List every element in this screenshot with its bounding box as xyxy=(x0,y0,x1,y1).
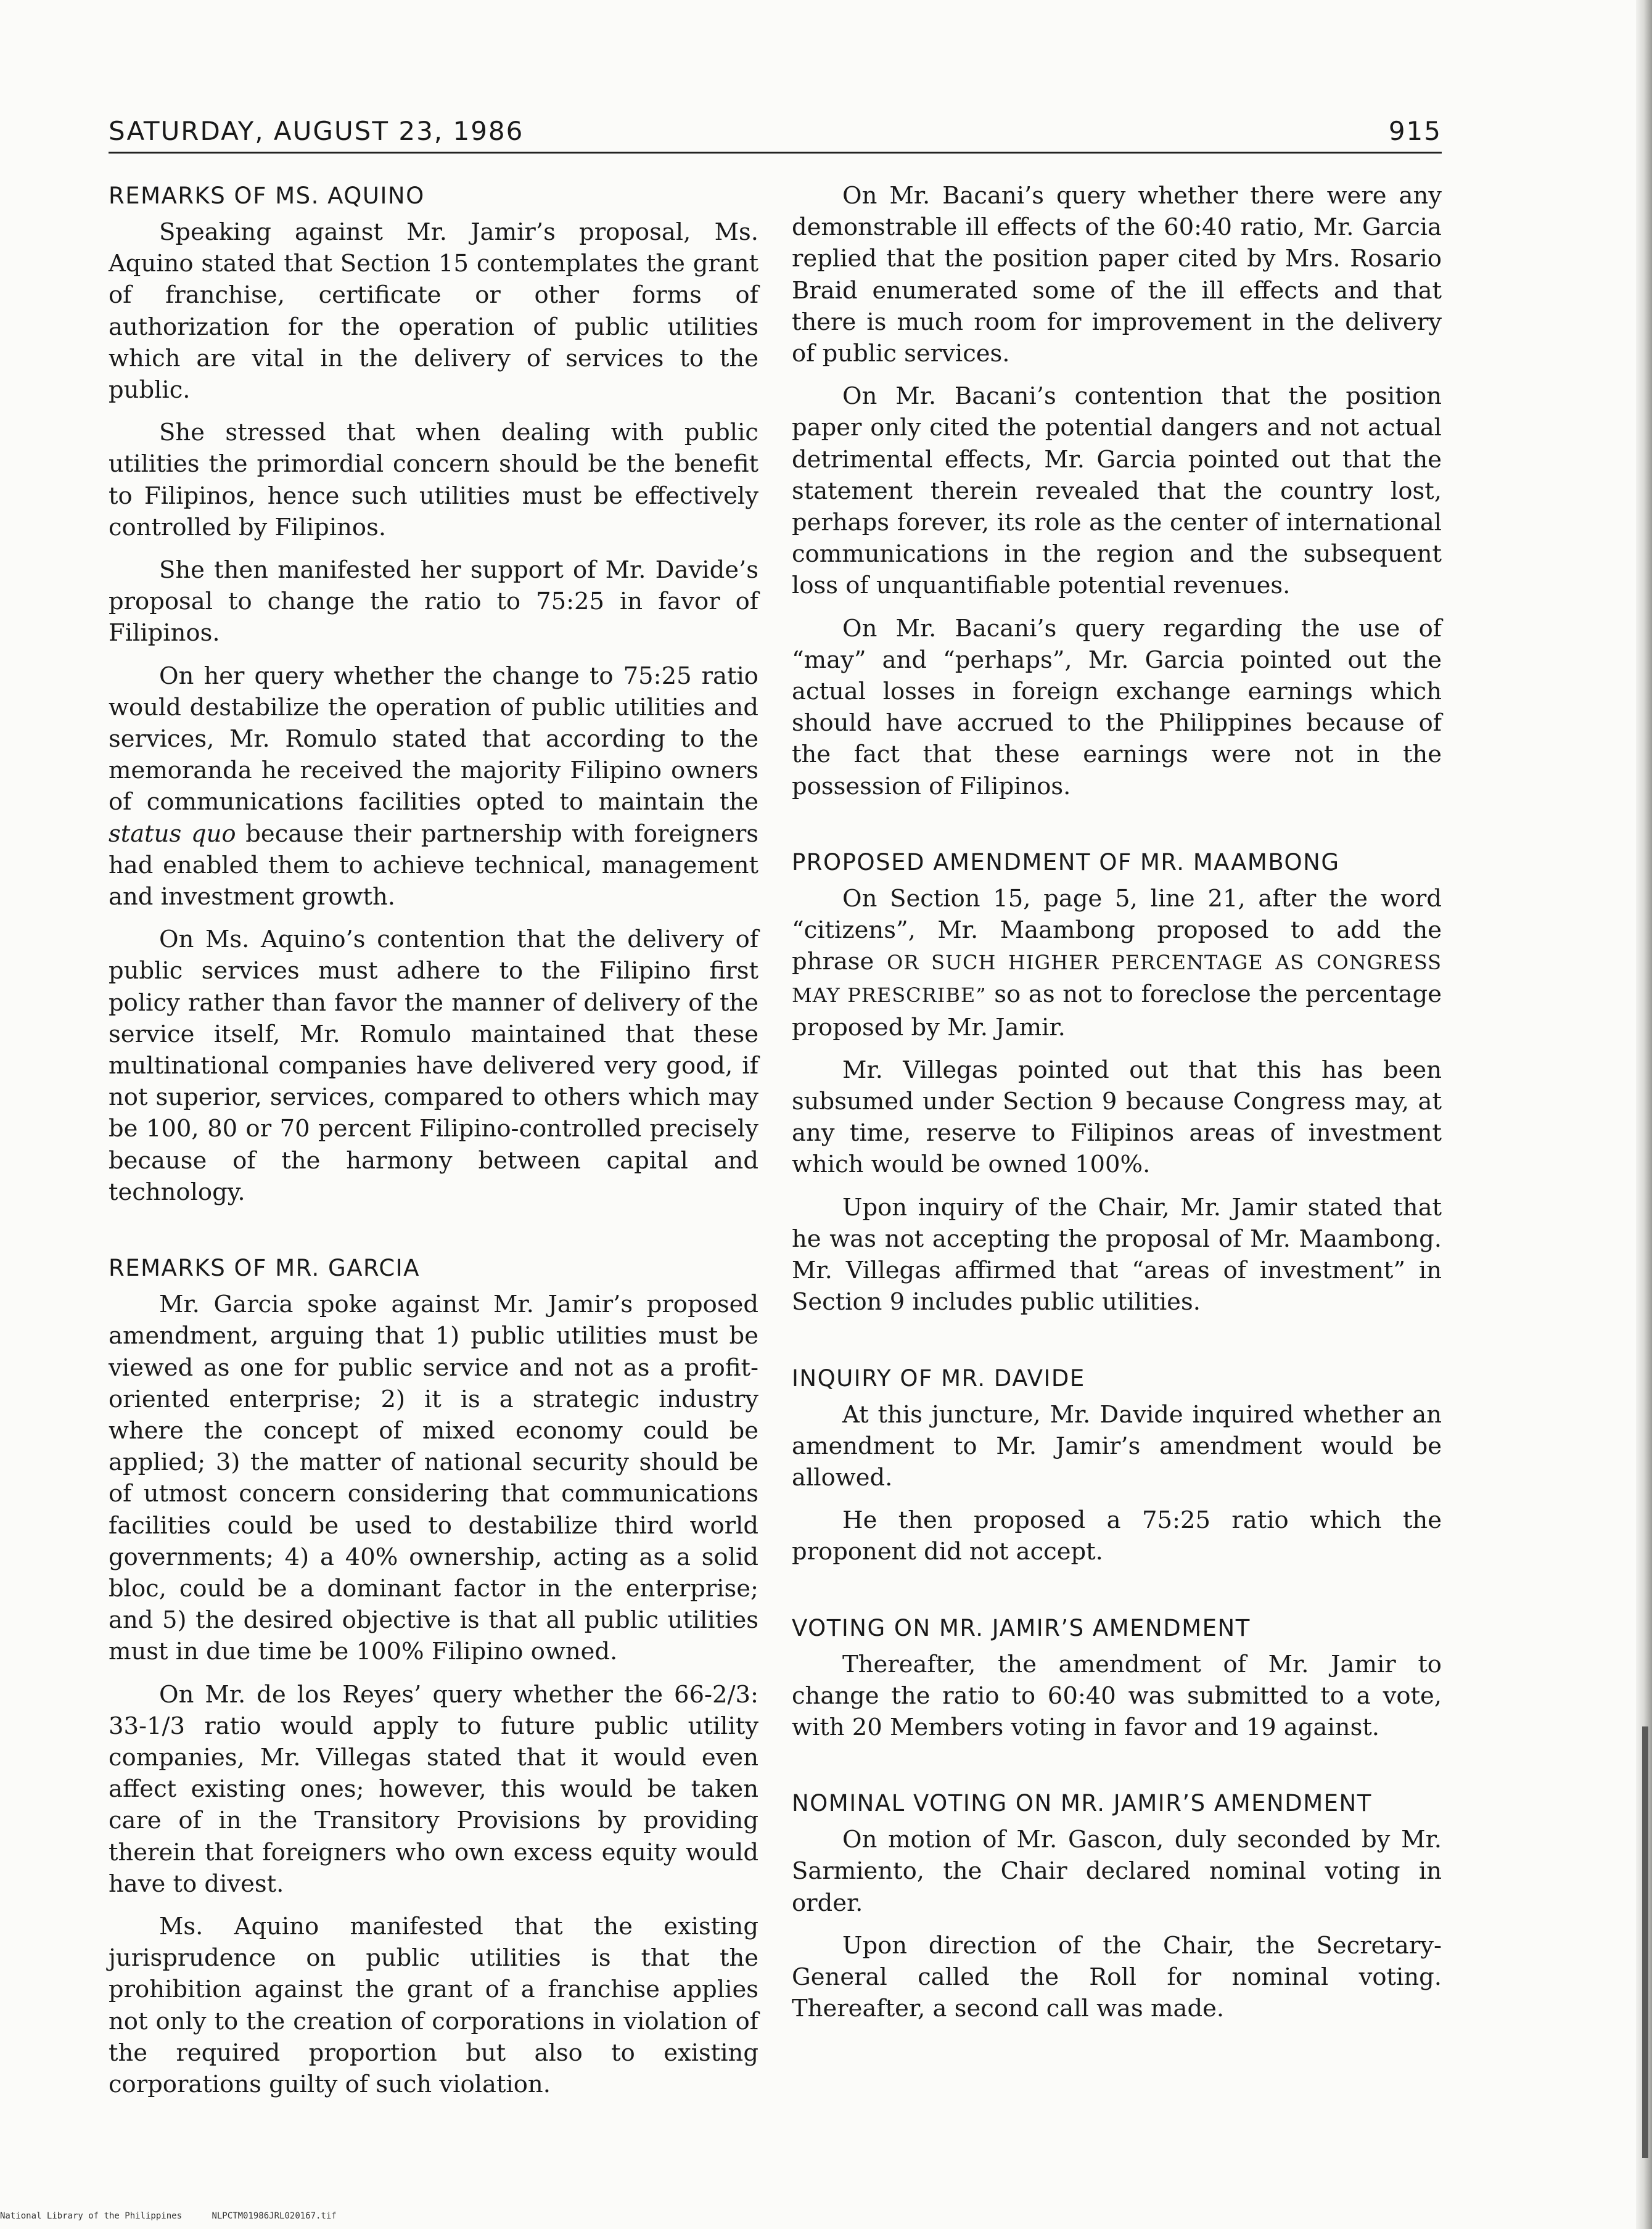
section-gap xyxy=(792,1329,1442,1363)
text-run: because their partnership with foreigners had enabled them to achieve technical, management and investment growth. xyxy=(109,819,758,911)
paragraph: Mr. Garcia spoke against Mr. Jamir’s proposed amendment, arguing that 1) public utilities must be viewed as one for public service and not as a profit-oriented enterprise; 2) it is a strategic industry where the concept of mixed economy could be applied; 3) the matter of national security should be of utmost concern considering that communications facilities could be used to destabilize third world governments; 4) a 40% ownership, acting as a solid bloc, could be a dominant factor in the enterprise; and 5) the desired objective is that all public utilities must in due time be 100% Filipino owned. xyxy=(109,1291,758,1666)
paragraph: Thereafter, the amendment of Mr. Jamir to change the ratio to 60:40 was submitted to a vote, with 20 Members voting in favor and 19 against. xyxy=(792,1650,1442,1741)
header-date: SATURDAY, AUGUST 23, 1986 xyxy=(109,116,524,146)
paragraph: On Ms. Aquino’s contention that the delivery of public services must adhere to the Filipino first policy rather than favor the manner of delivery of the service itself, Mr. Romulo maintained that these multinational companies have delivered very good, if not superior, services, compared to others which may be 100, 80 or 70 percent Filipino-controlled precisely because of the harmony between capital and technology. xyxy=(109,926,758,1206)
section-title-voting: VOTING ON MR. JAMIR’S AMENDMENT xyxy=(792,1614,1251,1641)
section-gap xyxy=(792,813,1442,847)
footer-file: NLPCTM01986JRL020167.tif xyxy=(212,2211,337,2221)
italic-term: status quo xyxy=(109,819,236,848)
text-run: so as not to foreclose the percentage proposed by Mr. Jamir. xyxy=(792,980,1442,1041)
right-column xyxy=(792,180,1442,2035)
header-rule xyxy=(109,152,1442,154)
text-run: On her query whether the change to 75:25 ratio would destabilize the operation of public utilities and services, Mr. Romulo stated that according to the memoranda he received the majority Filipino owners of communications facilities opted to maintain the xyxy=(109,662,758,816)
section-title-garcia: REMARKS OF MR. GARCIA xyxy=(109,1255,420,1282)
paragraph: She then manifested her support of Mr. Davide’s proposal to change the ratio to 75:25 in favor of Filipinos. xyxy=(109,556,758,647)
section-gap xyxy=(109,1219,758,1252)
scan-footer xyxy=(0,2211,678,2223)
paragraph: She stressed that when dealing with public utilities the primordial concern should be the benefit to Filipinos, hence such utilities must be effectively controlled by Filipinos. xyxy=(109,419,758,541)
paragraph: Speaking against Mr. Jamir’s proposal, Ms. Aquino stated that Section 15 contemplates the grant of franchise, certificate or other forms of authorization for the operation of public utilities which are vital in the delivery of services to the public. xyxy=(109,218,758,404)
section-title-davide: INQUIRY OF MR. DAVIDE xyxy=(792,1365,1085,1392)
text-run: On Section 15, page 5, line 21, after the word “citizens”, Mr. Maambong proposed to add the phrase xyxy=(792,884,1442,976)
paragraph: On Mr. Bacani’s query whether there were any demonstrable ill effects of the 60:40 ratio, Mr. Garcia replied that the position paper cited by Mrs. Rosario Braid enumerated some of the ill effects and that there is much room for improvement in the delivery of public services. xyxy=(792,182,1442,368)
paragraph xyxy=(109,660,758,913)
paragraph: Mr. Villegas pointed out that this has been subsumed under Section 9 because Congress may, at any time, reserve to Filipinos areas of investment which would be owned 100%. xyxy=(792,1056,1442,1179)
section-title-aquino: REMARKS OF MS. AQUINO xyxy=(109,183,425,209)
page-number: 915 xyxy=(1388,116,1442,146)
paragraph: On Mr. Bacani’s query regarding the use of “may” and “perhaps”, Mr. Garcia pointed out the actual losses in foreign exchange earnings which should have accrued to the Philippines because of the fact that these earnings were not in the possession of Filipinos. xyxy=(792,614,1442,800)
paragraph xyxy=(792,883,1442,1043)
paragraph: Upon direction of the Chair, the Secretary-General called the Roll for nominal voting. Thereafter, a second call was made. xyxy=(792,1931,1442,2023)
section-gap xyxy=(792,1754,1442,1788)
paragraph: He then proposed a 75:25 ratio which the proponent did not accept. xyxy=(792,1506,1442,1566)
paragraph: Ms. Aquino manifested that the existing jurisprudence on public utilities is that the prohibition against the grant of a franchise applies not only to the creation of corporations in violation of the required proportion but also to existing corporations guilty of such violation. xyxy=(109,1912,758,2098)
scan-edge-shadow xyxy=(1642,1726,1648,2158)
paragraph: At this juncture, Mr. Davide inquired whether an amendment to Mr. Jamir’s amendment would be allowed. xyxy=(792,1400,1442,1492)
running-header xyxy=(109,111,1442,150)
section-title-maambong: PROPOSED AMENDMENT OF MR. MAAMBONG xyxy=(792,848,1340,876)
section-title-nominal-voting: NOMINAL VOTING ON MR. JAMIR’S AMENDMENT xyxy=(792,1790,1372,1817)
left-column xyxy=(109,180,758,2111)
section-gap xyxy=(792,1579,1442,1612)
small-caps-phrase: OR SUCH HIGHER PERCENTAGE AS CONGRESS MAY PRESCRIBE” xyxy=(792,951,1442,1008)
paragraph: On Mr. Bacani’s contention that the position paper only cited the potential dangers and not actual detrimental effects, Mr. Garcia pointed out that the statement therein revealed that the country lost, perhaps forever, its role as the center of international communications in the region and the subsequent loss of unquantifiable potential revenues. xyxy=(792,382,1442,600)
paragraph: Upon inquiry of the Chair, Mr. Jamir stated that he was not accepting the proposal of Mr. Maambong. Mr. Villegas affirmed that “areas of investment” in Section 9 includes public utilities. xyxy=(792,1193,1442,1316)
paragraph: On Mr. de los Reyes’ query whether the 66-2/3: 33-1/3 ratio would apply to future public utility companies, Mr. Villegas stated that it would even affect existing ones; however, this would be taken care of in the Transitory Provisions by providing therein that foreigners who own excess equity would have to divest. xyxy=(109,1680,758,1898)
paragraph: On motion of Mr. Gascon, duly seconded by Mr. Sarmiento, the Chair declared nominal voting in order. xyxy=(792,1826,1442,1917)
scan-edge xyxy=(1636,0,1652,2229)
footer-library: National Library of the Philippines xyxy=(0,2211,183,2221)
